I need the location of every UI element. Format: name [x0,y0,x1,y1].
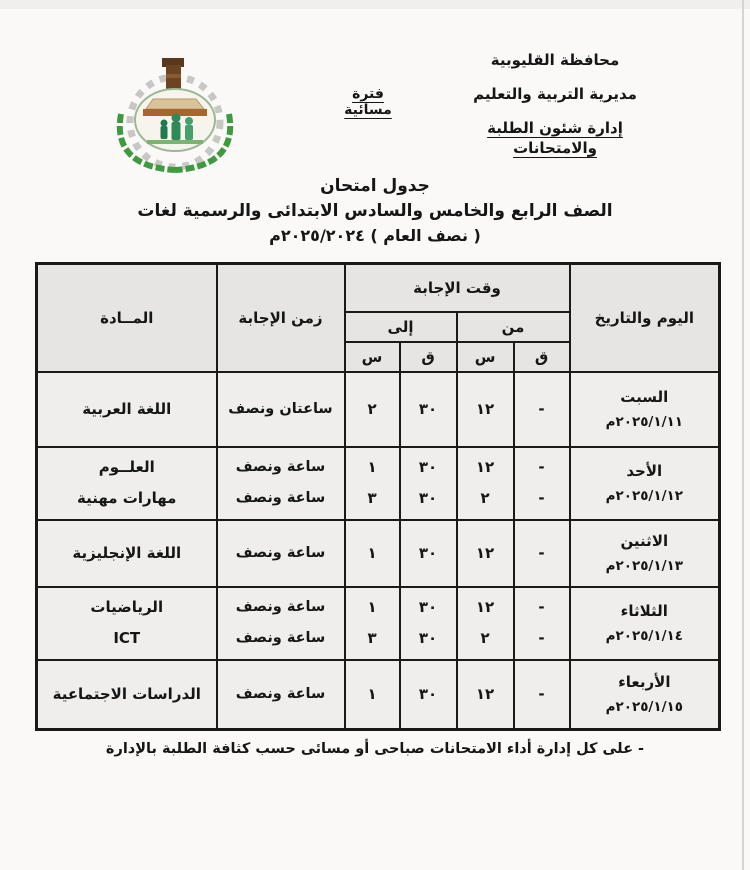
photo-right-edge [742,0,744,870]
subject-cell [37,587,217,660]
subject-cell-value: مهارات مهنية [77,489,177,507]
to-minutes-cell-value: ٣٠ [418,543,438,562]
from-hours-cell [457,587,514,660]
header-answer-time: وقت الإجابة [345,264,570,312]
to-minutes-cell [400,447,457,520]
duration-cell-value: ساعة ونصف [235,630,326,646]
header-duration: زمن الإجابة [217,264,345,372]
day-date: ٢٠٢٥/١/١٣م [605,558,684,574]
subject-cell-value: اللغة العربية [82,399,172,418]
to-minutes-cell-value: ٣٠ [418,458,438,476]
from-hours-cell-value: ١٢ [475,399,495,418]
day-date: ٢٠٢٥/١/١٢م [605,488,684,504]
to-minutes-cell-value: ٣٠ [418,629,438,647]
org-header [445,50,665,172]
subject-cell [37,372,217,447]
from-hours-cell [457,660,514,730]
from-minutes-cell-value: - [538,684,545,703]
from-minutes-cell-value: - [538,598,545,616]
from-minutes-cell-value: - [538,629,545,647]
exam-table-body [37,372,720,730]
table-row [37,447,720,520]
to-minutes-cell [400,660,457,730]
header-from-hours: س [457,342,514,372]
header-to: إلى [345,312,457,342]
table-row [37,520,720,587]
day-name: السبت [620,388,669,406]
from-hours-cell [457,520,514,587]
subject-cell [37,660,217,730]
footer-note: - على كل إدارة أداء الامتحانات صباحى أو مسائى حسب كثافة الطلبة بالإدارة [105,741,645,757]
day-date-cell [570,520,720,587]
duration-cell-value: ساعة ونصف [235,459,326,475]
from-minutes-cell [514,520,570,587]
subject-cell [37,447,217,520]
to-hours-cell-value: ٣ [367,629,377,647]
day-name: الثلاثاء [620,602,668,620]
day-date: ٢٠٢٥/١/١٥م [605,699,684,716]
from-hours-cell-value: ١٢ [475,684,495,703]
to-hours-cell-value: ١ [367,458,377,476]
day-name: الأحد [626,462,663,480]
to-minutes-cell-value: ٣٠ [418,489,438,507]
from-hours-cell-value: ٢ [480,629,490,647]
header-from: من [457,312,570,342]
from-minutes-cell [514,447,570,520]
to-hours-cell-value: ٣ [367,489,377,507]
to-hours-cell [345,372,400,447]
from-minutes-cell-value: - [538,399,545,418]
day-date-cell [570,447,720,520]
photo-top-edge [0,0,750,9]
day-date: ٢٠٢٥/١/١٤م [605,628,684,644]
from-hours-cell-value: ١٢ [475,458,495,476]
duration-cell [217,447,345,520]
to-hours-cell [345,447,400,520]
from-minutes-cell [514,660,570,730]
to-hours-cell-value: ١ [367,684,377,703]
header-to-minutes: ق [400,342,457,372]
duration-cell [217,660,345,730]
duration-cell-value: ساعتان ونصف [228,400,333,417]
from-minutes-cell [514,587,570,660]
to-hours-cell-value: ١ [367,543,377,562]
exam-title [0,176,750,245]
table-header [37,264,720,372]
to-minutes-cell [400,587,457,660]
header-from-minutes: ق [514,342,570,372]
subject-cell-value: الرياضيات [90,598,164,616]
to-minutes-cell-value: ٣٠ [418,399,438,418]
title-term-year: ( نصف العام ) ٢٠٢٥/٢٠٢٤م [269,226,481,245]
subject-cell-value: العلــوم [98,458,155,476]
from-minutes-cell-value: - [538,543,545,562]
subject-cell-value: ICT [113,629,141,647]
header-day-date: اليوم والتاريخ [570,264,720,372]
to-minutes-cell [400,520,457,587]
table-row [37,660,720,730]
duration-cell [217,520,345,587]
title-main: جدول امتحان [320,176,430,196]
from-minutes-cell [514,372,570,447]
to-hours-cell [345,660,400,730]
duration-cell-value: ساعة ونصف [235,685,326,702]
day-date-cell [570,372,720,447]
duration-cell [217,372,345,447]
day-date-cell [570,587,720,660]
duration-cell-value: ساعة ونصف [235,544,326,561]
from-hours-cell-value: ١٢ [475,543,495,562]
to-minutes-cell-value: ٣٠ [418,684,438,703]
to-hours-cell-value: ٢ [367,399,377,418]
directorate-name: مديرية التربية والتعليم [473,85,637,103]
day-date-cell [570,660,720,730]
header-to-hours: س [345,342,400,372]
from-hours-cell [457,372,514,447]
governorate-name: محافظة القليوبية [490,51,620,69]
day-name: الأربعاء [618,673,671,692]
subject-cell-value: اللغة الإنجليزية [72,543,182,562]
to-hours-cell-value: ١ [367,598,377,616]
governorate-emblem-icon [106,56,244,174]
day-date: ٢٠٢٥/١/١١م [605,414,684,430]
title-grades: الصف الرابع والخامس والسادس الابتدائى والرسمية لغات [137,201,613,221]
duration-cell-value: ساعة ونصف [235,490,326,506]
from-hours-cell [457,447,514,520]
table-row [37,587,720,660]
subject-cell [37,520,217,587]
from-minutes-cell-value: - [538,489,545,507]
table-row [37,372,720,447]
from-hours-cell-value: ٢ [480,489,490,507]
to-minutes-cell-value: ٣٠ [418,598,438,616]
day-name: الاثنين [620,532,669,550]
header-subject: المــادة [37,264,217,372]
from-minutes-cell-value: - [538,458,545,476]
emblem-svg [106,56,244,174]
to-minutes-cell [400,372,457,447]
administration-name: إدارة شئون الطلبة والامتحانات [487,119,623,157]
from-hours-cell-value: ١٢ [475,598,495,616]
to-hours-cell [345,587,400,660]
duration-cell [217,587,345,660]
period-label: فترة مسائية [344,86,392,118]
exam-schedule-table [35,262,721,731]
duration-cell-value: ساعة ونصف [235,599,326,615]
to-hours-cell [345,520,400,587]
subject-cell-value: الدراسات الاجتماعية [52,684,201,703]
